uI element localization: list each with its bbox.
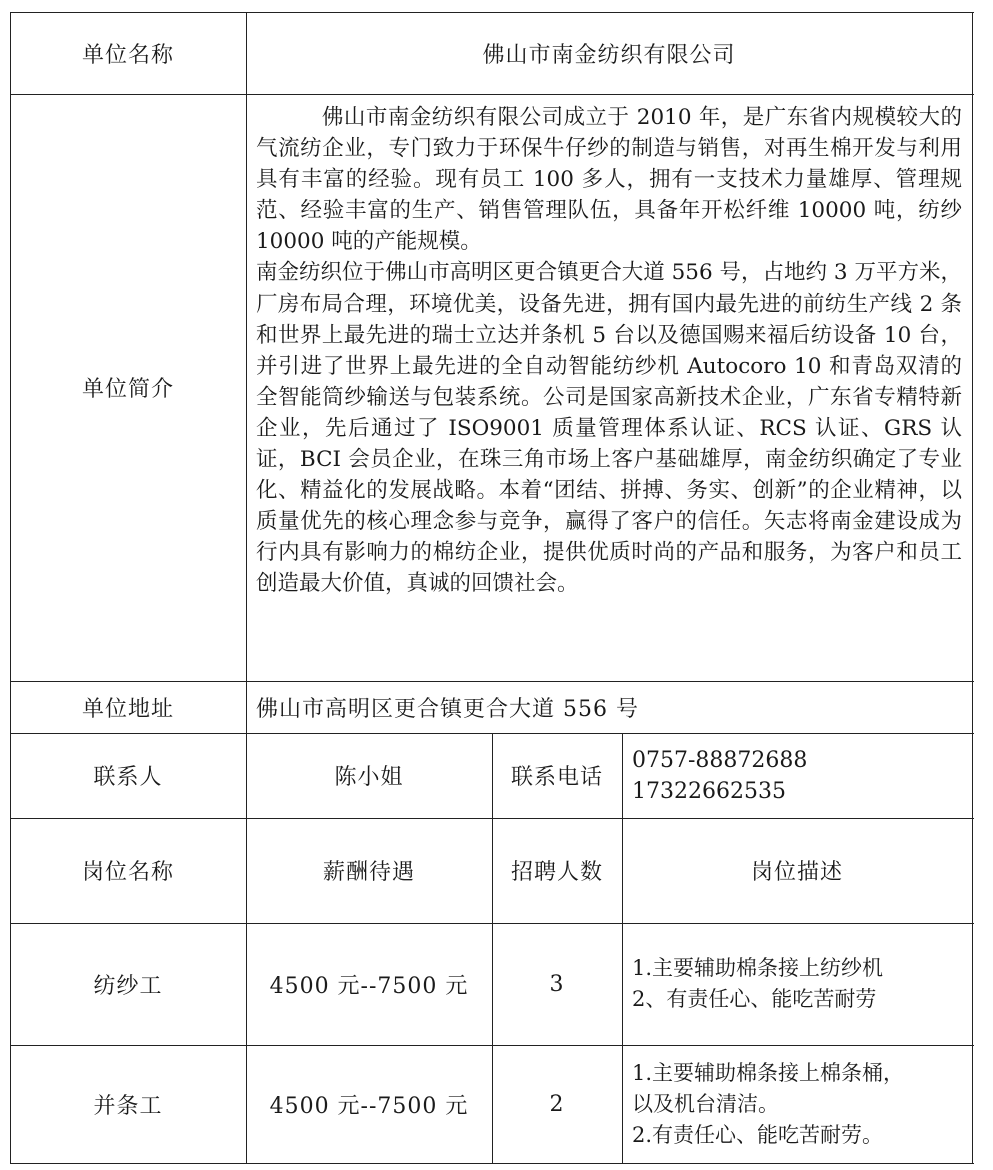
job-position: 纺纱工 [93,973,163,999]
header-position: 岗位名称 [81,860,174,885]
header-count: 招聘人数 [510,860,603,885]
job-description-line: 以及机台清洁。 [632,1091,779,1116]
company-name-label: 单位名称 [81,42,174,68]
phone-number: 0757-88872688 [632,747,808,773]
contact-name: 陈小姐 [334,765,404,790]
job-salary: 4500 元--7500 元 [269,1093,469,1119]
phone-number: 17322662535 [632,778,786,804]
header-description: 岗位描述 [750,860,843,885]
intro-text [246,102,972,600]
job-count: 2 [549,1091,565,1117]
job-description-line: 1.主要辅助棉条接上棉条桶， [632,1060,905,1085]
job-count: 3 [549,971,565,997]
intro-paragraph: 佛山市南金纺织有限公司成立于 2010 年，是广东省内规模较大的气流纺企业，专门致力于环保牛仔纱的制造与销售，对再生棉开发与利用具有丰富的经验。现有员工 100 多人，拥有一支技术力量雄厚、管理规范、经验丰富的生产、销售管理队伍，具备年开松纤维 10000 吨，纺纱 10000 吨的产能规模。 [256,105,962,255]
phone-values [622,733,972,818]
table-border-right [972,12,973,1164]
address-label: 单位地址 [81,696,174,722]
contact-label: 联系人 [93,765,163,790]
recruitment-table [10,12,974,1164]
intro-label: 单位简介 [81,377,174,402]
address-value: 佛山市高明区更合镇更合大道 556 号 [256,696,639,722]
job-description-line: 2、有责任心、能吃苦耐劳 [632,987,877,1011]
job-description [622,923,972,1045]
job-salary: 4500 元--7500 元 [269,973,469,999]
job-description [622,1045,972,1163]
job-description-line: 1.主要辅助棉条接上纺纱机 [632,956,884,980]
phone-label: 联系电话 [510,765,603,790]
company-name-value: 佛山市南金纺织有限公司 [482,42,736,68]
intro-paragraph: 南金纺织位于佛山市高明区更合镇更合大道 556 号，占地约 3 万平方米，厂房布局合理，环境优美，设备先进，拥有国内最先进的前纺生产线 2 条和世界上最先进的瑞士立达并条机 5 台以及德国赐来福后纺设备 10 台，并引进了世界上最先进的全自动智能纺纱机 Autocoro 10 和青岛双清的全智能筒纱输送与包装系统。公司是国家高新技术企业，广东省专精特新企业，先后通过了 ISO9001 质量管理体系认证、RCS 认证、GRS 认证，BCI 会员企业，在珠三角市场上客户基础雄厚，南金纺织确定了专业化、精益化的发展战略。本着“团结、拼搏、务实、创新”的企业精神，以质量优先的核心理念参与竞争，赢得了客户的信任。矢志将南金建设成为行内具有影响力的棉纺企业，提供优质时尚的产品和服务，为客户和员工创造最大价值，真诚的回馈社会。 [256,260,962,597]
job-position: 并条工 [93,1093,163,1119]
job-description-line: 2.有责任心、能吃苦耐劳。 [632,1122,884,1147]
header-salary: 薪酬待遇 [322,860,415,885]
